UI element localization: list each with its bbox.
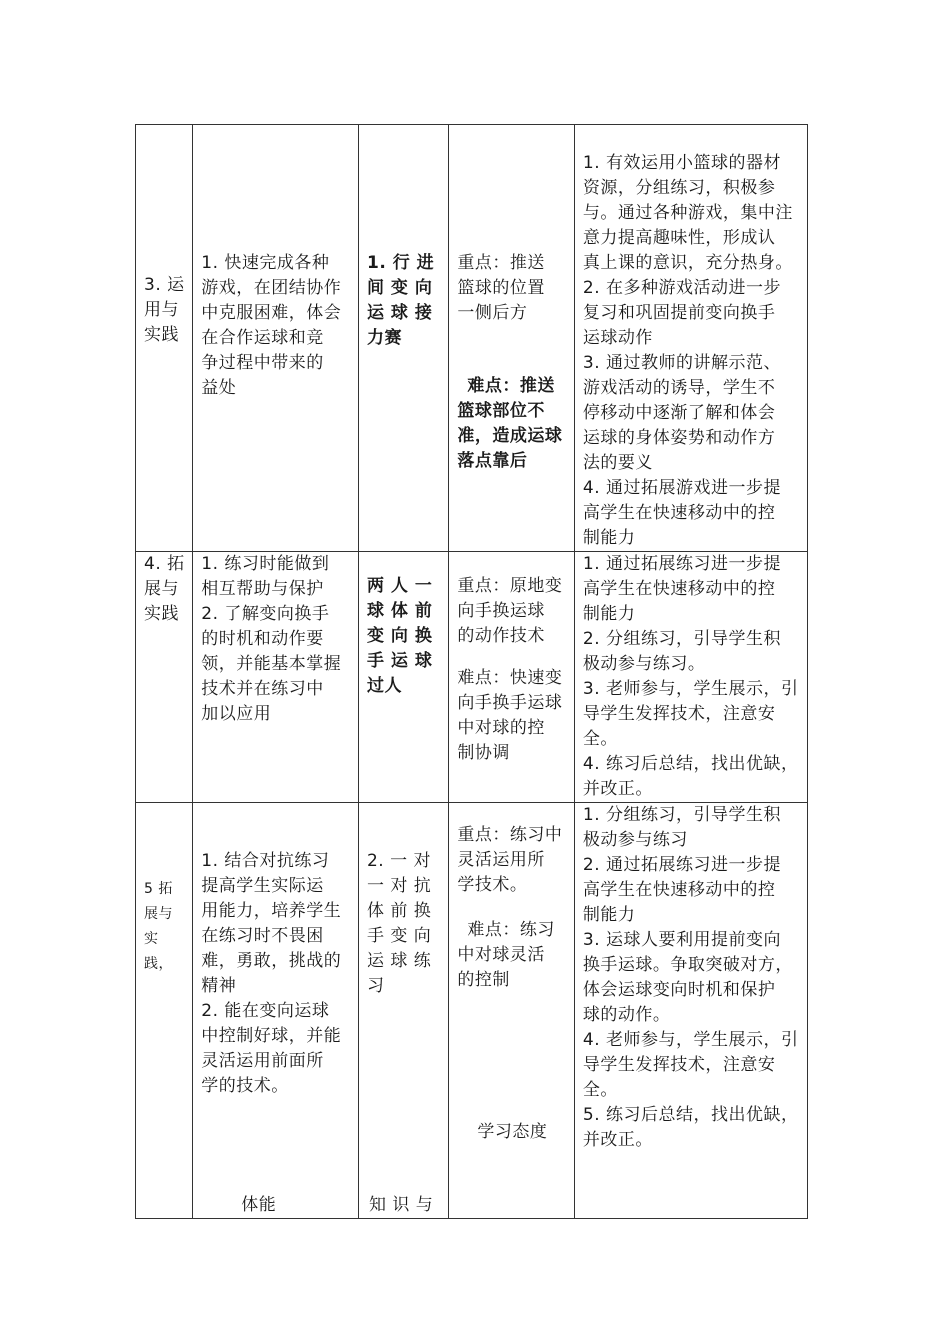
methods-cell — [574, 803, 807, 1219]
attitude-label: 学习态度 — [477, 1122, 548, 1142]
method-line: 游戏活动的诱导，学生不 — [582, 378, 776, 398]
method-line: 并改正。 — [582, 779, 653, 799]
method-line: 4. 通过拓展游戏进一步提 — [582, 478, 782, 498]
content-line: 球 体 前 — [366, 601, 433, 621]
keypoint-line: 向手换运球 — [457, 601, 545, 621]
goal-line: 争过程中带来的 — [201, 353, 324, 373]
method-line: 法的要义 — [582, 453, 653, 473]
method-line: 4. 练习后总结，找出优缺， — [582, 754, 799, 774]
content-line: 运 球 练 — [366, 951, 432, 971]
goal-line: 精神 — [201, 976, 237, 996]
keypoint-line: 一侧后方 — [457, 303, 528, 323]
goal-line: 提高学生实际运 — [201, 876, 324, 896]
method-line: 3. 通过教师的讲解示范、 — [582, 353, 782, 373]
keypoint-line: 重点：推送 — [457, 253, 545, 273]
method-line: 3. 老师参与，学生展示，引 — [582, 679, 799, 699]
keypoint-line: 重点：原地变 — [457, 576, 563, 596]
content-line: 手 变 向 — [366, 926, 432, 946]
goal-line: 技术并在练习中 — [201, 679, 324, 699]
method-line: 全。 — [582, 1080, 618, 1100]
keypoint-line: 学技术。 — [457, 875, 528, 895]
goal-line: 1. 结合对抗练习 — [201, 851, 330, 871]
content-line: 2. 一 对 — [366, 851, 432, 871]
section-line: 践， — [144, 956, 173, 972]
goal-line: 灵活运用前面所 — [201, 1051, 324, 1071]
difficulty-line: 向手换手运球 — [457, 693, 563, 713]
content-line: 运 球 接 — [366, 303, 433, 323]
content-cell — [358, 552, 448, 803]
method-line: 制能力 — [582, 604, 636, 624]
method-line: 极动参与练习 — [582, 830, 688, 850]
section-line: 展与 — [144, 906, 173, 922]
difficulty-line: 难点：推送 — [467, 376, 555, 396]
table-row — [136, 125, 808, 552]
keypoint-line: 的动作技术 — [457, 626, 545, 646]
section-cell — [136, 125, 193, 552]
method-line: 资源，分组练习，积极参 — [582, 178, 776, 198]
method-line: 1. 有效运用小篮球的器材 — [582, 153, 782, 173]
method-line: 运球动作 — [582, 328, 653, 348]
method-line: 换手运球。争取突破对方， — [582, 955, 793, 975]
table-row — [136, 803, 808, 1219]
difficulty-line: 篮球部位不 — [457, 401, 545, 421]
difficulty-line: 中对球灵活 — [457, 945, 545, 965]
section-line: 5 拓 — [144, 881, 173, 897]
goal-line: 2. 能在变向运球 — [201, 1001, 330, 1021]
goal-line: 相互帮助与保护 — [201, 579, 324, 599]
method-line: 高学生在快速移动中的控 — [582, 579, 776, 599]
method-line: 复习和巩固提前变向换手 — [582, 303, 776, 323]
difficulty-line: 准，造成运球 — [457, 426, 563, 446]
goal-footer: 体能 — [241, 1195, 277, 1215]
method-line: 与。通过各种游戏，集中注 — [582, 203, 793, 223]
section-line: 实 — [144, 931, 159, 947]
method-line: 意力提高趣味性，形成认 — [582, 228, 776, 248]
method-line: 体会运球变向时机和保护 — [582, 980, 776, 1000]
section-line: 3. 运 — [144, 275, 185, 295]
goal-line: 中控制好球，并能 — [201, 1026, 342, 1046]
method-line: 高学生在快速移动中的控 — [582, 880, 776, 900]
goal-line: 1. 快速完成各种 — [201, 253, 330, 273]
difficulty-line: 难点：练习 — [467, 920, 555, 940]
keypoint-cell — [449, 803, 575, 1219]
content-line: 变 向 换 — [366, 626, 433, 646]
method-line: 导学生发挥技术，注意安 — [582, 704, 776, 724]
keypoint-line: 灵活运用所 — [457, 850, 545, 870]
difficulty-line: 落点靠后 — [457, 451, 528, 471]
method-line: 制能力 — [582, 905, 636, 925]
method-line: 停移动中逐渐了解和体会 — [582, 403, 776, 423]
content-cell — [358, 803, 448, 1219]
goal-line: 益处 — [201, 378, 237, 398]
methods-cell — [574, 125, 807, 552]
method-line: 运球的身体姿势和动作方 — [582, 428, 776, 448]
method-line: 5. 练习后总结，找出优缺， — [582, 1105, 799, 1125]
section-line: 4. 拓 — [144, 554, 185, 574]
content-line: 体 前 换 — [366, 901, 432, 921]
goal-cell — [193, 125, 359, 552]
content-line: 一 对 抗 — [366, 876, 432, 896]
method-line: 并改正。 — [582, 1130, 653, 1150]
method-line: 1. 分组练习，引导学生积 — [582, 805, 782, 825]
keypoint-line: 重点：练习中 — [457, 825, 563, 845]
method-line: 2. 通过拓展练习进一步提 — [582, 855, 782, 875]
section-cell — [136, 552, 193, 803]
method-line: 制能力 — [582, 528, 636, 548]
goal-line: 2. 了解变向换手 — [201, 604, 330, 624]
keypoint-cell — [449, 125, 575, 552]
goal-line: 学的技术。 — [201, 1076, 289, 1096]
goal-line: 在练习时不畏困 — [201, 926, 324, 946]
content-cell — [358, 125, 448, 552]
keypoint-line: 篮球的位置 — [457, 278, 545, 298]
content-line: 力赛 — [366, 328, 402, 348]
content-line: 1. 行 进 — [366, 253, 435, 273]
method-line: 4. 老师参与，学生展示，引 — [582, 1030, 799, 1050]
method-line: 1. 通过拓展练习进一步提 — [582, 554, 782, 574]
content-line: 间 变 向 — [366, 278, 433, 298]
content-line: 过人 — [366, 676, 402, 696]
section-cell — [136, 803, 193, 1219]
content-line: 两 人 一 — [366, 576, 433, 596]
section-line: 用与 — [144, 300, 179, 320]
content-line: 习 — [366, 976, 385, 996]
content-footer: 知 识 与 — [368, 1195, 434, 1215]
section-line: 展与 — [144, 579, 179, 599]
goal-line: 中克服困难，体会 — [201, 303, 342, 323]
goal-line: 1. 练习时能做到 — [201, 554, 330, 574]
goal-line: 领，并能基本掌握 — [201, 654, 342, 674]
method-line: 全。 — [582, 729, 618, 749]
goal-line: 的时机和动作要 — [201, 629, 324, 649]
method-line: 球的动作。 — [582, 1005, 671, 1025]
section-line: 实践 — [144, 604, 179, 624]
table-row — [136, 552, 808, 803]
goal-cell — [193, 803, 359, 1219]
goal-line: 难，勇敢，挑战的 — [201, 951, 342, 971]
method-line: 真上课的意识，充分热身。 — [582, 253, 793, 273]
method-line: 2. 分组练习，引导学生积 — [582, 629, 782, 649]
keypoint-cell — [449, 552, 575, 803]
method-line: 极动参与练习。 — [582, 654, 706, 674]
lesson-plan-table — [135, 124, 808, 1219]
goal-line: 在合作运球和竞 — [201, 328, 324, 348]
difficulty-line: 难点：快速变 — [457, 668, 563, 688]
difficulty-line: 的控制 — [457, 970, 510, 990]
goal-line: 用能力，培养学生 — [201, 901, 342, 921]
method-line: 2. 在多种游戏活动进一步 — [582, 278, 782, 298]
goal-line: 游戏，在团结协作 — [201, 278, 342, 298]
method-line: 导学生发挥技术，注意安 — [582, 1055, 776, 1075]
goal-line: 加以应用 — [201, 704, 272, 724]
method-line: 高学生在快速移动中的控 — [582, 503, 776, 523]
difficulty-line: 中对球的控 — [457, 718, 545, 738]
section-line: 实践 — [144, 325, 179, 345]
methods-cell — [574, 552, 807, 803]
content-line: 手 运 球 — [366, 651, 433, 671]
goal-cell — [193, 552, 359, 803]
method-line: 3. 运球人要利用提前变向 — [582, 930, 782, 950]
difficulty-line: 制协调 — [457, 743, 510, 763]
